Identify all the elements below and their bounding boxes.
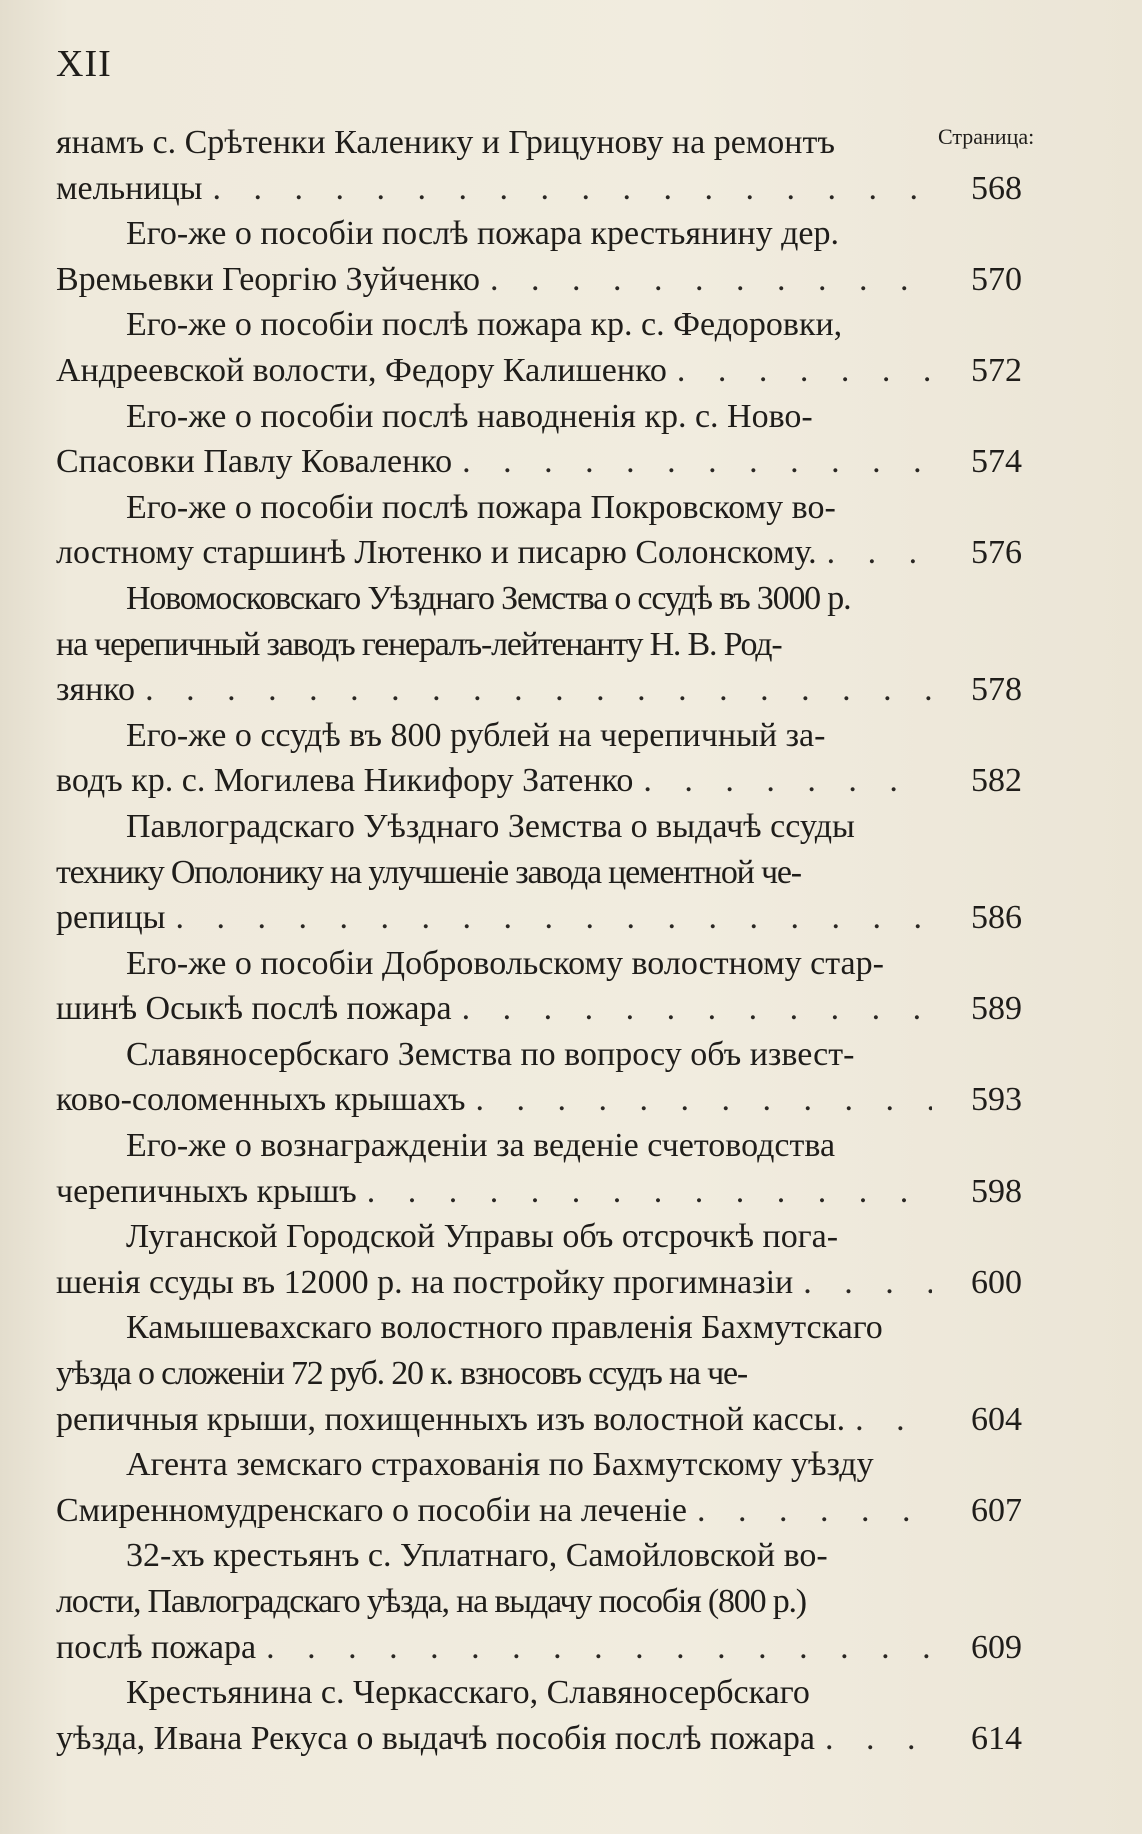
toc-entry-line — [56, 804, 1026, 850]
toc-entry — [56, 1214, 1026, 1305]
toc-entry-last-line — [56, 439, 1026, 485]
toc-entry — [56, 1533, 1026, 1670]
dot-leader — [266, 1625, 932, 1671]
toc-entry-last-line — [56, 1077, 1026, 1123]
dot-leader — [490, 257, 932, 303]
toc-entry-text: Времьевки Георгію Зуйченко — [56, 260, 481, 298]
toc-page-number: 593 — [971, 1081, 1022, 1119]
dot-leader — [213, 166, 932, 212]
toc-entry — [56, 713, 1026, 804]
toc-entry-last-line — [56, 758, 1026, 804]
toc-entry-text: Крестьянина с. Черкасскаго, Славяносербскаго — [126, 1674, 810, 1712]
toc-entry-text: черепичныхъ крышъ — [56, 1172, 357, 1210]
toc-entry-line — [56, 1214, 1026, 1260]
toc-entry-last-line — [56, 348, 1026, 394]
toc-entry-text: уѣзда, Ивана Рекуса о выдачѣ пособія послѣ пожара — [56, 1719, 815, 1757]
toc-entry — [56, 941, 1026, 1032]
toc-entry-text: Павлоградскаго Уѣзднаго Земства о выдачѣ ссуды — [126, 807, 855, 845]
toc-entry-last-line — [56, 1397, 1026, 1443]
dot-leader — [677, 348, 932, 394]
dot-leader — [803, 1260, 932, 1306]
toc-entry-text: 32-хъ крестьянъ с. Уплатнаго, Самойловской во- — [126, 1537, 828, 1575]
toc-entry-text: репицы — [56, 899, 166, 937]
toc-entry-text: лостному старшинѣ Лютенко и писарю Солонскому. — [56, 534, 817, 572]
toc-entry-last-line — [56, 530, 1026, 576]
toc-entry-last-line — [56, 257, 1026, 303]
toc-entry-text: шинѣ Осыкѣ послѣ пожара — [56, 990, 452, 1028]
toc-entry — [56, 1032, 1026, 1123]
toc-entry-text: лости, Павлоградскаго уѣзда, на выдачу пособія (800 р.) — [56, 1583, 806, 1620]
toc-entry-text: уѣзда о сложеніи 72 руб. 20 к. взносовъ ссудъ на че- — [56, 1355, 748, 1393]
toc-entry-line — [56, 120, 1026, 166]
toc-entry-last-line — [56, 895, 1026, 941]
toc-entry-text: на черепичный заводъ генералъ-лейтенанту Н. В. Род- — [56, 625, 782, 663]
toc-entry-text: технику Ополонику на улучшеніе завода цементной че- — [56, 853, 801, 891]
toc-entry-line — [56, 1579, 1026, 1625]
toc-entry-text: Спасовки Павлу Коваленко — [56, 443, 453, 481]
toc-entry-line — [56, 1533, 1026, 1579]
toc-entry-line — [56, 394, 1026, 440]
page-column-label: Страница: — [938, 124, 1035, 149]
toc-entry-text: ково-соломенныхъ крышахъ — [56, 1081, 466, 1119]
toc-page-number: 604 — [971, 1400, 1022, 1438]
toc-entry — [56, 1123, 1026, 1214]
toc-entry-line — [56, 1670, 1026, 1716]
toc-page-number: 582 — [971, 762, 1022, 800]
dot-leader — [855, 1397, 932, 1443]
dot-leader — [462, 986, 932, 1032]
toc-entry-text: Его-же о вознагражденіи за веденіе счетоводства — [126, 1127, 836, 1165]
toc-entry-text: Новомосковскаго Уѣзднаго Земства о ссудѣ въ 3000 р. — [126, 579, 851, 617]
toc-entry-text: Камышевахскаго волостного правленія Бахмутскаго — [126, 1309, 883, 1347]
toc-entry-line — [56, 576, 1026, 622]
toc-entry — [56, 1442, 1026, 1533]
dot-leader — [367, 1169, 932, 1215]
toc-entry-text: Славяносербскаго Земства по вопросу объ извест- — [126, 1035, 855, 1073]
toc-page-number: 598 — [971, 1172, 1022, 1210]
toc-page-number: 609 — [971, 1628, 1022, 1666]
toc-entry-text: репичныя крыши, похищенныхъ изъ волостной кассы. — [56, 1400, 846, 1438]
toc-entry-text: Андреевской волости, Федору Калишенко — [56, 351, 667, 389]
dot-leader — [475, 1077, 932, 1123]
toc-entry-text: Луганской Городской Управы объ отсрочкѣ пога- — [126, 1218, 839, 1256]
toc-entry-line — [56, 850, 1026, 896]
toc-entry — [56, 1305, 1026, 1442]
toc-entry-text: послѣ пожара — [56, 1628, 257, 1666]
dot-leader — [825, 1716, 932, 1762]
toc-entry-last-line — [56, 667, 1026, 713]
toc-entry-line — [56, 1305, 1026, 1351]
toc-entry-line — [56, 302, 1026, 348]
dot-leader — [145, 667, 932, 713]
toc-entry-line — [56, 1351, 1026, 1397]
dot-leader — [697, 1488, 932, 1534]
toc-entry-text: Агента земскаго страхованія по Бахмутскому уѣзду — [126, 1446, 874, 1484]
toc-entry-text: Его-же о пособіи послѣ пожара Покровскому во- — [126, 488, 836, 526]
toc-page-number: 574 — [971, 443, 1022, 481]
dot-leader — [462, 439, 932, 485]
toc-entry-line — [56, 1123, 1026, 1169]
toc-entry — [56, 394, 1026, 485]
toc-entry-line — [56, 941, 1026, 987]
toc-entry-line — [56, 622, 1026, 668]
toc-page-number: 570 — [971, 260, 1022, 298]
toc-entry-last-line — [56, 1716, 1026, 1762]
toc-page-number: 572 — [971, 351, 1022, 389]
toc-entry — [56, 120, 1026, 211]
toc-entry-text: янамъ с. Срѣтенки Каленику и Грицунову на ремонтъ — [56, 124, 835, 161]
toc-entry — [56, 302, 1026, 393]
dot-leader — [643, 758, 932, 804]
toc-entry-last-line — [56, 986, 1026, 1032]
toc-page-number: 586 — [971, 899, 1022, 937]
toc-page-number: 589 — [971, 990, 1022, 1028]
toc-entry-line — [56, 485, 1026, 531]
toc-page-number: 600 — [971, 1263, 1022, 1301]
dot-leader — [176, 895, 932, 941]
toc-entry-text: Смиренномудренскаго о пособіи на леченіе — [56, 1491, 687, 1529]
page-number-roman: XII — [56, 43, 112, 85]
table-of-contents — [56, 120, 1026, 1761]
toc-entry-line — [56, 1032, 1026, 1078]
toc-page-number: 614 — [971, 1719, 1022, 1757]
toc-entry-text: Его-же о пособіи послѣ наводненія кр. с. Ново- — [126, 397, 813, 435]
toc-entry — [56, 576, 1026, 713]
toc-entry-text: Его-же о пособіи Добровольскому волостному стар- — [126, 944, 884, 982]
toc-page-number: 578 — [971, 671, 1022, 709]
toc-entry-last-line — [56, 1625, 1026, 1671]
toc-page-number: 576 — [971, 534, 1022, 572]
toc-entry-text: зянко — [56, 671, 136, 709]
toc-entry-text: мельницы — [56, 169, 203, 207]
dot-leader — [827, 530, 932, 576]
toc-entry-text: Его-же о пособіи послѣ пожара крестьянину дер. — [126, 215, 840, 253]
toc-page-number: 607 — [971, 1491, 1022, 1529]
toc-entry-text: шенія ссуды въ 12000 р. на постройку прогимназіи — [56, 1263, 794, 1301]
toc-entry-line — [56, 211, 1026, 257]
toc-entry — [56, 485, 1026, 576]
toc-entry-text: Его-же о ссудѣ въ 800 рублей на черепичный за- — [126, 716, 826, 754]
toc-entry — [56, 1670, 1026, 1761]
toc-entry-last-line — [56, 1488, 1026, 1534]
toc-entry-last-line — [56, 1260, 1026, 1306]
toc-page-number: 568 — [971, 169, 1022, 207]
toc-entry-last-line — [56, 166, 1026, 212]
toc-entry-text: Его-же о пособіи послѣ пожара кр. с. Федоровки, — [126, 306, 843, 344]
toc-entry-text: водъ кр. с. Могилева Никифору Затенко — [56, 762, 634, 800]
toc-entry — [56, 804, 1026, 941]
toc-entry — [56, 211, 1026, 302]
toc-entry-line — [56, 713, 1026, 759]
toc-entry-last-line — [56, 1169, 1026, 1215]
toc-entry-line — [56, 1442, 1026, 1488]
